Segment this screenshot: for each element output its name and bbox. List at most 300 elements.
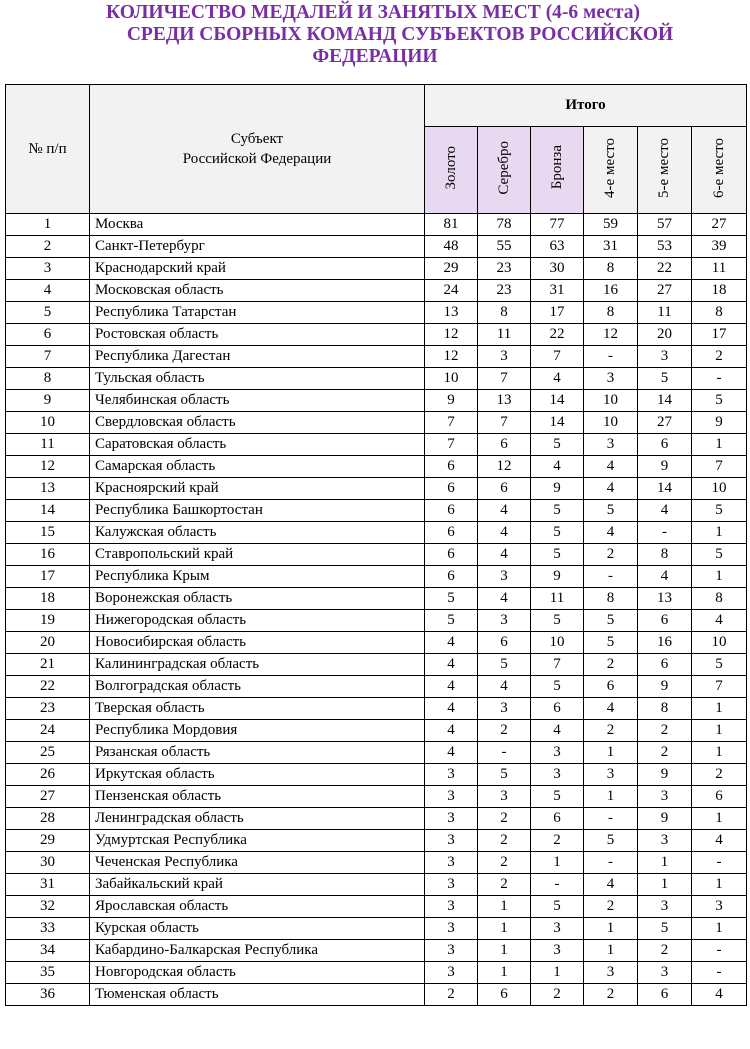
table-row <box>6 500 747 522</box>
cell-bronze: 5 <box>531 434 584 456</box>
cell-silver: 23 <box>478 258 531 280</box>
cell-gold: 3 <box>425 786 478 808</box>
cell-bronze: 6 <box>531 808 584 830</box>
row-number: 20 <box>6 632 90 654</box>
cell-place6: 1 <box>692 522 747 544</box>
cell-place4: 10 <box>584 412 638 434</box>
cell-place5: 4 <box>638 566 692 588</box>
cell-place4: 16 <box>584 280 638 302</box>
cell-bronze: 10 <box>531 632 584 654</box>
cell-gold: 2 <box>425 984 478 1006</box>
row-number: 32 <box>6 896 90 918</box>
table-row <box>6 808 747 830</box>
cell-place5: 11 <box>638 302 692 324</box>
cell-place6: 2 <box>692 346 747 368</box>
cell-place4: 3 <box>584 434 638 456</box>
cell-bronze: 7 <box>531 346 584 368</box>
header-gold-label: Золото <box>442 145 459 190</box>
row-subject: Краснодарский край <box>90 258 425 280</box>
cell-place5: 6 <box>638 654 692 676</box>
cell-silver: 4 <box>478 588 531 610</box>
cell-place4: - <box>584 808 638 830</box>
row-subject: Московская область <box>90 280 425 302</box>
table-row <box>6 962 747 984</box>
cell-place5: 5 <box>638 918 692 940</box>
table-row <box>6 368 747 390</box>
cell-silver: 6 <box>478 434 531 456</box>
cell-silver: 12 <box>478 456 531 478</box>
cell-place4: 2 <box>584 896 638 918</box>
row-subject: Удмуртская Республика <box>90 830 425 852</box>
row-subject: Новгородская область <box>90 962 425 984</box>
row-number: 30 <box>6 852 90 874</box>
cell-place4: 3 <box>584 764 638 786</box>
table-row <box>6 346 747 368</box>
table-row <box>6 852 747 874</box>
cell-place6: 7 <box>692 456 747 478</box>
cell-place5: 8 <box>638 698 692 720</box>
row-subject: Калининградская область <box>90 654 425 676</box>
cell-place5: 2 <box>638 940 692 962</box>
cell-place5: 27 <box>638 412 692 434</box>
title-line-3: ФЕДЕРАЦИИ <box>312 46 438 67</box>
cell-place5: 14 <box>638 390 692 412</box>
row-subject: Ставропольский край <box>90 544 425 566</box>
row-subject: Красноярский край <box>90 478 425 500</box>
cell-place6: - <box>692 852 747 874</box>
table-row <box>6 830 747 852</box>
cell-gold: 7 <box>425 412 478 434</box>
cell-gold: 3 <box>425 852 478 874</box>
cell-gold: 3 <box>425 896 478 918</box>
cell-bronze: 2 <box>531 830 584 852</box>
row-number: 29 <box>6 830 90 852</box>
cell-bronze: 9 <box>531 566 584 588</box>
cell-bronze: 1 <box>531 852 584 874</box>
header-silver-label: Серебро <box>495 140 512 195</box>
row-subject: Ростовская область <box>90 324 425 346</box>
cell-place4: 1 <box>584 940 638 962</box>
cell-place4: 2 <box>584 544 638 566</box>
row-subject: Пензенская область <box>90 786 425 808</box>
cell-place6: 5 <box>692 500 747 522</box>
cell-silver: 55 <box>478 236 531 258</box>
cell-place6: 5 <box>692 654 747 676</box>
table-row <box>6 302 747 324</box>
cell-place5: 57 <box>638 214 692 236</box>
table-row <box>6 412 747 434</box>
cell-silver: 2 <box>478 852 531 874</box>
cell-place4: 31 <box>584 236 638 258</box>
cell-place4: 3 <box>584 962 638 984</box>
row-number: 4 <box>6 280 90 302</box>
row-subject: Москва <box>90 214 425 236</box>
header-bronze-label: Бронза <box>548 145 565 190</box>
row-number: 18 <box>6 588 90 610</box>
cell-place4: 4 <box>584 698 638 720</box>
cell-silver: 4 <box>478 676 531 698</box>
cell-gold: 6 <box>425 478 478 500</box>
cell-place5: 14 <box>638 478 692 500</box>
row-subject: Рязанская область <box>90 742 425 764</box>
cell-bronze: 4 <box>531 720 584 742</box>
cell-gold: 4 <box>425 632 478 654</box>
cell-place4: 8 <box>584 302 638 324</box>
row-number: 1 <box>6 214 90 236</box>
cell-bronze: 3 <box>531 940 584 962</box>
cell-place5: 1 <box>638 874 692 896</box>
cell-bronze: 17 <box>531 302 584 324</box>
cell-place5: 9 <box>638 676 692 698</box>
cell-silver: 7 <box>478 368 531 390</box>
cell-gold: 5 <box>425 610 478 632</box>
cell-silver: 3 <box>478 610 531 632</box>
cell-place5: 3 <box>638 346 692 368</box>
cell-gold: 4 <box>425 676 478 698</box>
cell-silver: 2 <box>478 808 531 830</box>
row-number: 16 <box>6 544 90 566</box>
row-subject: Республика Дагестан <box>90 346 425 368</box>
cell-gold: 7 <box>425 434 478 456</box>
row-subject: Калужская область <box>90 522 425 544</box>
row-number: 7 <box>6 346 90 368</box>
cell-silver: 2 <box>478 874 531 896</box>
cell-place5: 4 <box>638 500 692 522</box>
cell-place6: 8 <box>692 588 747 610</box>
cell-gold: 4 <box>425 698 478 720</box>
cell-bronze: 77 <box>531 214 584 236</box>
row-number: 24 <box>6 720 90 742</box>
cell-silver: 2 <box>478 830 531 852</box>
table-row <box>6 918 747 940</box>
table-row <box>6 566 747 588</box>
cell-gold: 48 <box>425 236 478 258</box>
cell-place5: - <box>638 522 692 544</box>
row-subject: Воронежская область <box>90 588 425 610</box>
cell-silver: 13 <box>478 390 531 412</box>
row-number: 27 <box>6 786 90 808</box>
header-6th-label: 6-е место <box>710 137 727 198</box>
table-row <box>6 214 747 236</box>
row-subject: Ленинградская область <box>90 808 425 830</box>
cell-place6: 4 <box>692 830 747 852</box>
cell-gold: 29 <box>425 258 478 280</box>
row-number: 12 <box>6 456 90 478</box>
cell-bronze: 6 <box>531 698 584 720</box>
cell-place4: 3 <box>584 368 638 390</box>
header-4th-label: 4-е место <box>602 137 618 198</box>
row-subject: Тульская область <box>90 368 425 390</box>
row-subject: Тверская область <box>90 698 425 720</box>
cell-place4: 5 <box>584 500 638 522</box>
table-row <box>6 874 747 896</box>
cell-silver: 78 <box>478 214 531 236</box>
cell-place6: 1 <box>692 698 747 720</box>
cell-silver: 1 <box>478 940 531 962</box>
cell-place6: 39 <box>692 236 747 258</box>
table-row <box>6 720 747 742</box>
cell-place6: 3 <box>692 896 747 918</box>
header-total: Итого <box>425 85 747 127</box>
table-row <box>6 654 747 676</box>
cell-bronze: 5 <box>531 544 584 566</box>
cell-bronze: 2 <box>531 984 584 1006</box>
cell-place5: 27 <box>638 280 692 302</box>
cell-bronze: 63 <box>531 236 584 258</box>
row-number: 9 <box>6 390 90 412</box>
cell-gold: 12 <box>425 324 478 346</box>
header-subject-line2: Российской Федерации <box>182 151 332 167</box>
row-number: 35 <box>6 962 90 984</box>
row-number: 23 <box>6 698 90 720</box>
table-row <box>6 588 747 610</box>
cell-place4: 5 <box>584 610 638 632</box>
cell-gold: 3 <box>425 940 478 962</box>
cell-gold: 3 <box>425 808 478 830</box>
cell-place6: 1 <box>692 434 747 456</box>
cell-bronze: 4 <box>531 456 584 478</box>
cell-bronze: 4 <box>531 368 584 390</box>
cell-place6: 7 <box>692 676 747 698</box>
table-row <box>6 236 747 258</box>
cell-place5: 2 <box>638 720 692 742</box>
cell-place4: 2 <box>584 654 638 676</box>
table-row <box>6 698 747 720</box>
cell-place4: - <box>584 852 638 874</box>
cell-bronze: 31 <box>531 280 584 302</box>
cell-place6: 17 <box>692 324 747 346</box>
cell-place5: 2 <box>638 742 692 764</box>
cell-place5: 9 <box>638 808 692 830</box>
cell-gold: 6 <box>425 522 478 544</box>
cell-bronze: 14 <box>531 412 584 434</box>
header-6th <box>692 127 747 214</box>
header-silver <box>478 127 531 214</box>
header-num: № п/п <box>6 85 90 214</box>
cell-place4: 8 <box>584 258 638 280</box>
row-subject: Самарская область <box>90 456 425 478</box>
cell-place6: 1 <box>692 808 747 830</box>
cell-place5: 6 <box>638 434 692 456</box>
cell-silver: 1 <box>478 962 531 984</box>
cell-place6: 4 <box>692 984 747 1006</box>
row-subject: Волгоградская область <box>90 676 425 698</box>
cell-place5: 13 <box>638 588 692 610</box>
table-row <box>6 324 747 346</box>
cell-silver: 7 <box>478 412 531 434</box>
header-5th <box>638 127 692 214</box>
cell-place6: 11 <box>692 258 747 280</box>
row-number: 17 <box>6 566 90 588</box>
row-number: 26 <box>6 764 90 786</box>
cell-place6: 1 <box>692 918 747 940</box>
table-row <box>6 280 747 302</box>
cell-place6: 18 <box>692 280 747 302</box>
row-number: 28 <box>6 808 90 830</box>
cell-place6: 4 <box>692 610 747 632</box>
cell-place4: 5 <box>584 632 638 654</box>
cell-silver: 11 <box>478 324 531 346</box>
table-row <box>6 940 747 962</box>
cell-silver: 2 <box>478 720 531 742</box>
table-row <box>6 764 747 786</box>
cell-silver: 8 <box>478 302 531 324</box>
cell-gold: 5 <box>425 588 478 610</box>
row-number: 36 <box>6 984 90 1006</box>
cell-place5: 1 <box>638 852 692 874</box>
table-body <box>6 214 747 1006</box>
cell-place5: 5 <box>638 368 692 390</box>
cell-place5: 3 <box>638 786 692 808</box>
cell-place4: 1 <box>584 918 638 940</box>
cell-place6: 6 <box>692 786 747 808</box>
cell-gold: 3 <box>425 918 478 940</box>
row-number: 31 <box>6 874 90 896</box>
cell-gold: 13 <box>425 302 478 324</box>
table-row <box>6 478 747 500</box>
row-number: 8 <box>6 368 90 390</box>
row-number: 11 <box>6 434 90 456</box>
cell-gold: 4 <box>425 654 478 676</box>
cell-place4: 4 <box>584 456 638 478</box>
cell-silver: 3 <box>478 698 531 720</box>
table-row <box>6 544 747 566</box>
cell-place4: 4 <box>584 874 638 896</box>
cell-silver: 6 <box>478 478 531 500</box>
row-subject: Республика Татарстан <box>90 302 425 324</box>
cell-gold: 6 <box>425 456 478 478</box>
row-number: 10 <box>6 412 90 434</box>
cell-silver: 6 <box>478 632 531 654</box>
cell-bronze: 7 <box>531 654 584 676</box>
cell-place4: 8 <box>584 588 638 610</box>
cell-bronze: 9 <box>531 478 584 500</box>
cell-silver: 1 <box>478 918 531 940</box>
table-row <box>6 522 747 544</box>
row-subject: Новосибирская область <box>90 632 425 654</box>
row-subject: Свердловская область <box>90 412 425 434</box>
cell-silver: 3 <box>478 786 531 808</box>
cell-place6: 1 <box>692 720 747 742</box>
cell-place5: 53 <box>638 236 692 258</box>
cell-gold: 3 <box>425 962 478 984</box>
cell-gold: 81 <box>425 214 478 236</box>
cell-silver: 6 <box>478 984 531 1006</box>
cell-place4: 2 <box>584 984 638 1006</box>
cell-place5: 8 <box>638 544 692 566</box>
row-subject: Курская область <box>90 918 425 940</box>
cell-bronze: 3 <box>531 742 584 764</box>
cell-bronze: 14 <box>531 390 584 412</box>
page-title <box>0 0 750 80</box>
cell-place6: 2 <box>692 764 747 786</box>
row-subject: Тюменская область <box>90 984 425 1006</box>
cell-place4: - <box>584 566 638 588</box>
cell-place6: - <box>692 940 747 962</box>
cell-gold: 3 <box>425 830 478 852</box>
row-number: 15 <box>6 522 90 544</box>
cell-place5: 3 <box>638 962 692 984</box>
cell-bronze: 5 <box>531 610 584 632</box>
cell-gold: 24 <box>425 280 478 302</box>
cell-place6: 1 <box>692 874 747 896</box>
cell-place4: 10 <box>584 390 638 412</box>
cell-place5: 6 <box>638 610 692 632</box>
cell-place5: 3 <box>638 896 692 918</box>
row-number: 34 <box>6 940 90 962</box>
cell-place6: - <box>692 962 747 984</box>
row-number: 33 <box>6 918 90 940</box>
row-subject: Ярославская область <box>90 896 425 918</box>
cell-gold: 3 <box>425 764 478 786</box>
row-number: 13 <box>6 478 90 500</box>
cell-bronze: - <box>531 874 584 896</box>
cell-place4: 59 <box>584 214 638 236</box>
cell-silver: 4 <box>478 522 531 544</box>
cell-place5: 3 <box>638 830 692 852</box>
title-line-2: СРЕДИ СБОРНЫХ КОМАНД СУБЪЕКТОВ РОССИЙСКОЙ <box>126 24 674 45</box>
cell-place5: 9 <box>638 764 692 786</box>
cell-place5: 20 <box>638 324 692 346</box>
cell-place6: 8 <box>692 302 747 324</box>
cell-silver: 5 <box>478 764 531 786</box>
cell-gold: 6 <box>425 500 478 522</box>
cell-gold: 6 <box>425 544 478 566</box>
medals-table <box>5 84 747 1006</box>
cell-place4: 4 <box>584 522 638 544</box>
cell-bronze: 5 <box>531 786 584 808</box>
cell-place6: 10 <box>692 632 747 654</box>
cell-place6: 5 <box>692 544 747 566</box>
cell-gold: 9 <box>425 390 478 412</box>
cell-place5: 6 <box>638 984 692 1006</box>
row-number: 3 <box>6 258 90 280</box>
cell-bronze: 3 <box>531 764 584 786</box>
cell-silver: 3 <box>478 346 531 368</box>
row-subject: Кабардино-Балкарская Республика <box>90 940 425 962</box>
cell-silver: 4 <box>478 500 531 522</box>
row-subject: Республика Башкортостан <box>90 500 425 522</box>
cell-place4: 6 <box>584 676 638 698</box>
cell-silver: 23 <box>478 280 531 302</box>
header-5th-label: 5-е место <box>656 137 672 198</box>
cell-gold: 4 <box>425 742 478 764</box>
cell-gold: 12 <box>425 346 478 368</box>
cell-silver: 3 <box>478 566 531 588</box>
cell-place5: 22 <box>638 258 692 280</box>
row-number: 6 <box>6 324 90 346</box>
cell-place6: 27 <box>692 214 747 236</box>
row-number: 14 <box>6 500 90 522</box>
cell-silver: 4 <box>478 544 531 566</box>
title-line-1: КОЛИЧЕСТВО МЕДАЛЕЙ И ЗАНЯТЫХ МЕСТ (4-6 места) <box>106 2 640 23</box>
row-subject: Санкт-Петербург <box>90 236 425 258</box>
header-4th <box>584 127 638 214</box>
header-subject <box>90 85 425 214</box>
cell-place6: 1 <box>692 742 747 764</box>
cell-place6: 1 <box>692 566 747 588</box>
cell-bronze: 5 <box>531 676 584 698</box>
cell-place4: 1 <box>584 786 638 808</box>
cell-gold: 3 <box>425 874 478 896</box>
cell-place4: - <box>584 346 638 368</box>
cell-bronze: 5 <box>531 522 584 544</box>
cell-silver: 5 <box>478 654 531 676</box>
row-number: 21 <box>6 654 90 676</box>
row-subject: Саратовская область <box>90 434 425 456</box>
table-row <box>6 610 747 632</box>
cell-bronze: 11 <box>531 588 584 610</box>
